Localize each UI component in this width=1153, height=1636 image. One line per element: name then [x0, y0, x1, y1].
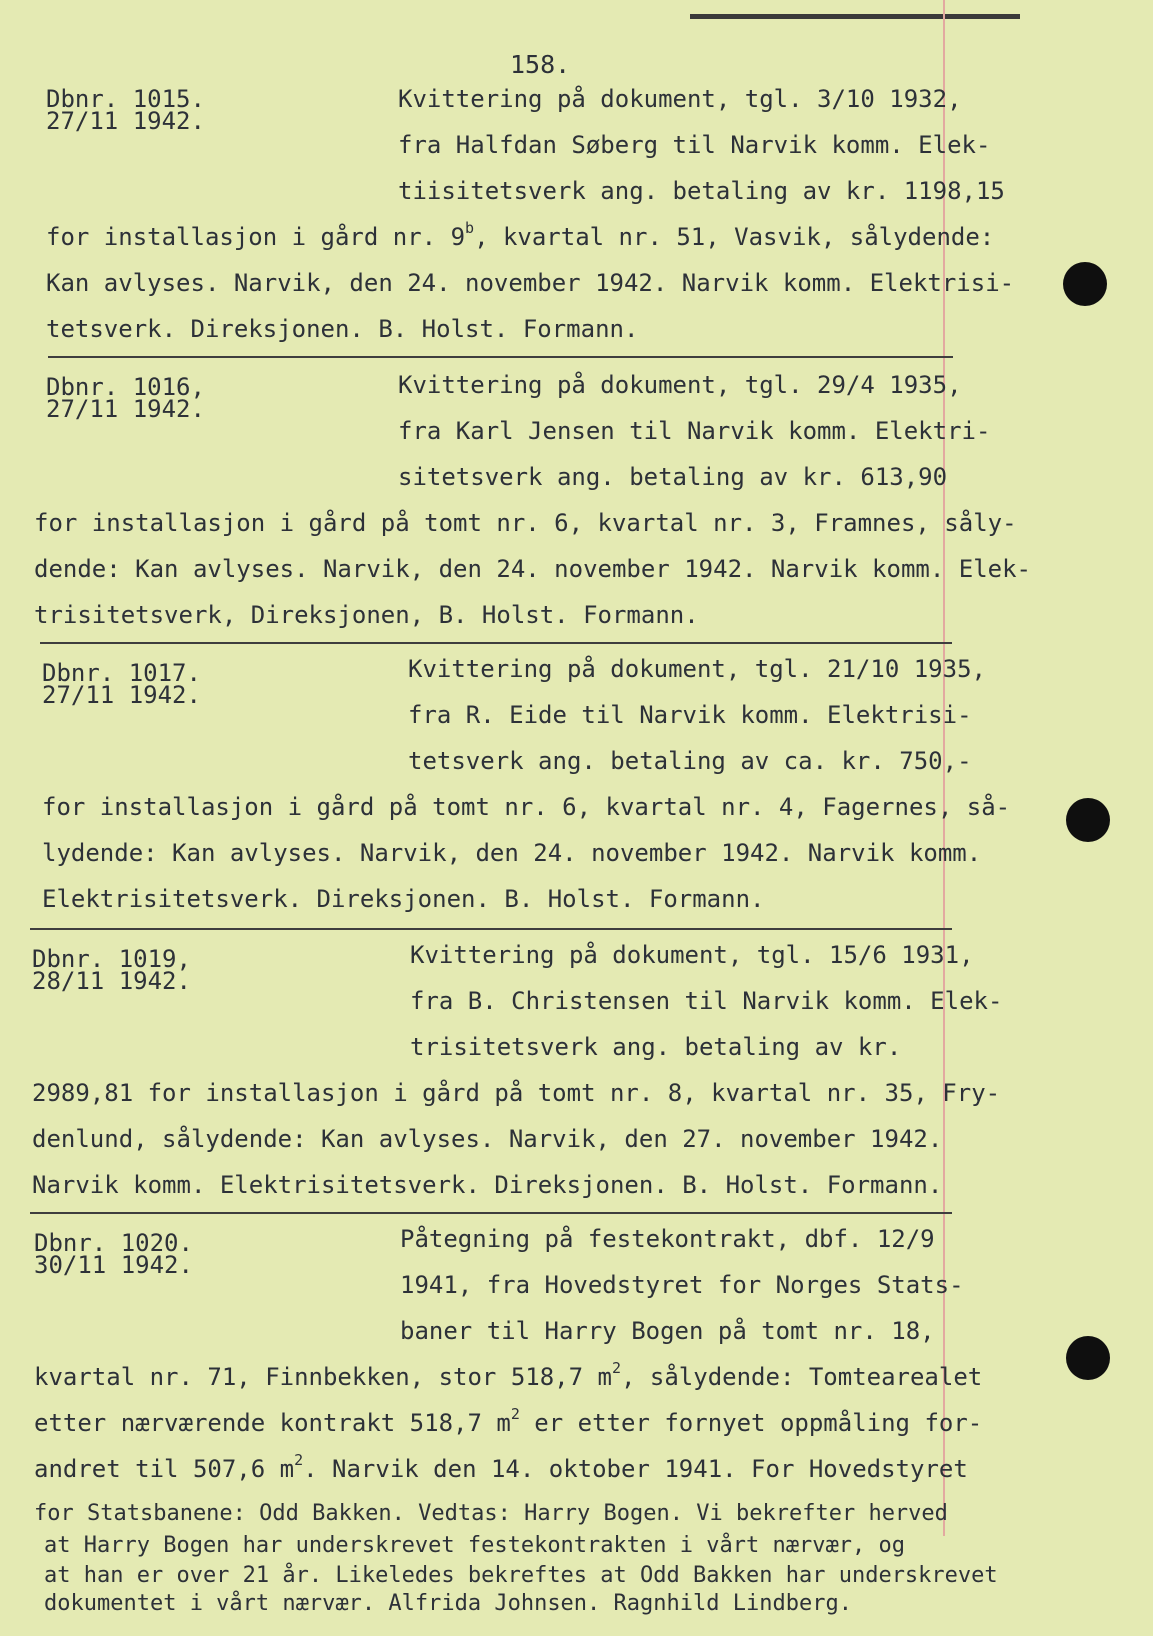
entry-line: fra B. Christensen til Narvik komm. Elek-	[410, 987, 1003, 1015]
entry-line: Elektrisitetsverk. Direksjonen. B. Holst. Formann.	[42, 885, 765, 913]
entry-line: 2989,81 for installasjon i gård på tomt nr. 8, kvartal nr. 35, Fry-	[32, 1079, 1001, 1107]
entry-line: fra Karl Jensen til Narvik komm. Elektri-	[398, 417, 991, 445]
entry-line: dende: Kan avlyses. Narvik, den 24. november 1942. Narvik komm. Elek-	[34, 555, 1031, 583]
entry-line: etter nærværende kontrakt 518,7 $m^2$ er etter fornyet oppmåling for-	[34, 1405, 983, 1437]
entry-dbnr: Dbnr. 1020.	[34, 1229, 193, 1257]
entry-line: Kvittering på dokument, tgl. 21/10 1935,	[408, 655, 986, 683]
entry-dbnr: Dbnr. 1015.	[46, 85, 205, 113]
entry-separator	[30, 1212, 952, 1214]
entry-line: for installasjon i gård på tomt nr. 6, kvartal nr. 4, Fagernes, så-	[42, 793, 1011, 821]
entry-line: for installasjon i gård nr. 9$^b$, kvartal nr. 51, Vasvik, sålydende:	[46, 219, 995, 251]
entry-line: Kvittering på dokument, tgl. 15/6 1931,	[410, 941, 974, 969]
entry-date: 27/11 1942.	[42, 681, 201, 709]
entry-line: at Harry Bogen har underskrevet festekontrakten i vårt nærvær, og	[44, 1533, 905, 1558]
entry-date: 27/11 1942.	[46, 107, 205, 135]
entry-line: 1941, fra Hovedstyret for Norges Stats-	[400, 1271, 964, 1299]
punch-hole	[1066, 1336, 1110, 1380]
entry-line: tetsverk. Direksjonen. B. Holst. Formann.	[46, 315, 639, 343]
entry-line: for installasjon i gård på tomt nr. 6, kvartal nr. 3, Framnes, såly-	[34, 509, 1017, 537]
punch-hole	[1063, 262, 1107, 306]
entry-line: fra R. Eide til Narvik komm. Elektrisi-	[408, 701, 972, 729]
entry-line: Kvittering på dokument, tgl. 29/4 1935,	[398, 371, 962, 399]
entry-date: 30/11 1942.	[34, 1251, 193, 1279]
entry-line: tetsverk ang. betaling av ca. kr. 750,-	[408, 747, 972, 775]
entry-line: for Statsbanene: Odd Bakken. Vedtas: Harry Bogen. Vi bekrefter herved	[34, 1501, 948, 1526]
entry-line: andret til 507,6 $m^2$. Narvik den 14. oktober 1941. For Hovedstyret	[34, 1451, 968, 1483]
entry-line: lydende: Kan avlyses. Narvik, den 24. november 1942. Narvik komm.	[42, 839, 982, 867]
entry-line: fra Halfdan Søberg til Narvik komm. Elek-	[398, 131, 991, 159]
entry-line: Påtegning på festekontrakt, dbf. 12/9	[400, 1225, 935, 1253]
page-number: 158.	[510, 50, 571, 79]
entry-line: Kvittering på dokument, tgl. 3/10 1932,	[398, 85, 962, 113]
entry-dbnr: Dbnr. 1019,	[32, 945, 191, 973]
entry-separator	[48, 356, 953, 358]
entry-line: dokumentet i vårt nærvær. Alfrida Johnsen. Ragnhild Lindberg.	[44, 1591, 852, 1616]
entry-line: trisitetsverk, Direksjonen, B. Holst. Formann.	[34, 601, 699, 629]
punch-hole	[1066, 798, 1110, 842]
entry-line: trisitetsverk ang. betaling av kr.	[410, 1033, 902, 1061]
entry-line: kvartal nr. 71, Finnbekken, stor 518,7 $m^2$, sålydende: Tomtearealet	[34, 1359, 983, 1391]
entry-dbnr: Dbnr. 1017.	[42, 659, 201, 687]
entry-separator	[30, 928, 952, 930]
entry-line: Narvik komm. Elektrisitetsverk. Direksjonen. B. Holst. Formann.	[32, 1171, 943, 1199]
entry-date: 28/11 1942.	[32, 967, 191, 995]
entry-line: at han er over 21 år. Likeledes bekreftes at Odd Bakken har underskrevet	[44, 1563, 998, 1588]
entry-date: 27/11 1942.	[46, 395, 205, 423]
entry-dbnr: Dbnr. 1016,	[46, 373, 205, 401]
entry-line: Kan avlyses. Narvik, den 24. november 1942. Narvik komm. Elektrisi-	[46, 269, 1015, 297]
top-edge-line	[690, 14, 1020, 19]
entry-line: baner til Harry Bogen på tomt nr. 18,	[400, 1317, 935, 1345]
entry-line: tiisitetsverk ang. betaling av kr. 1198,15	[398, 177, 1005, 205]
entry-line: denlund, sålydende: Kan avlyses. Narvik, den 27. november 1942.	[32, 1125, 943, 1153]
entry-separator	[40, 642, 952, 644]
entry-line: sitetsverk ang. betaling av kr. 613,90	[398, 463, 948, 491]
